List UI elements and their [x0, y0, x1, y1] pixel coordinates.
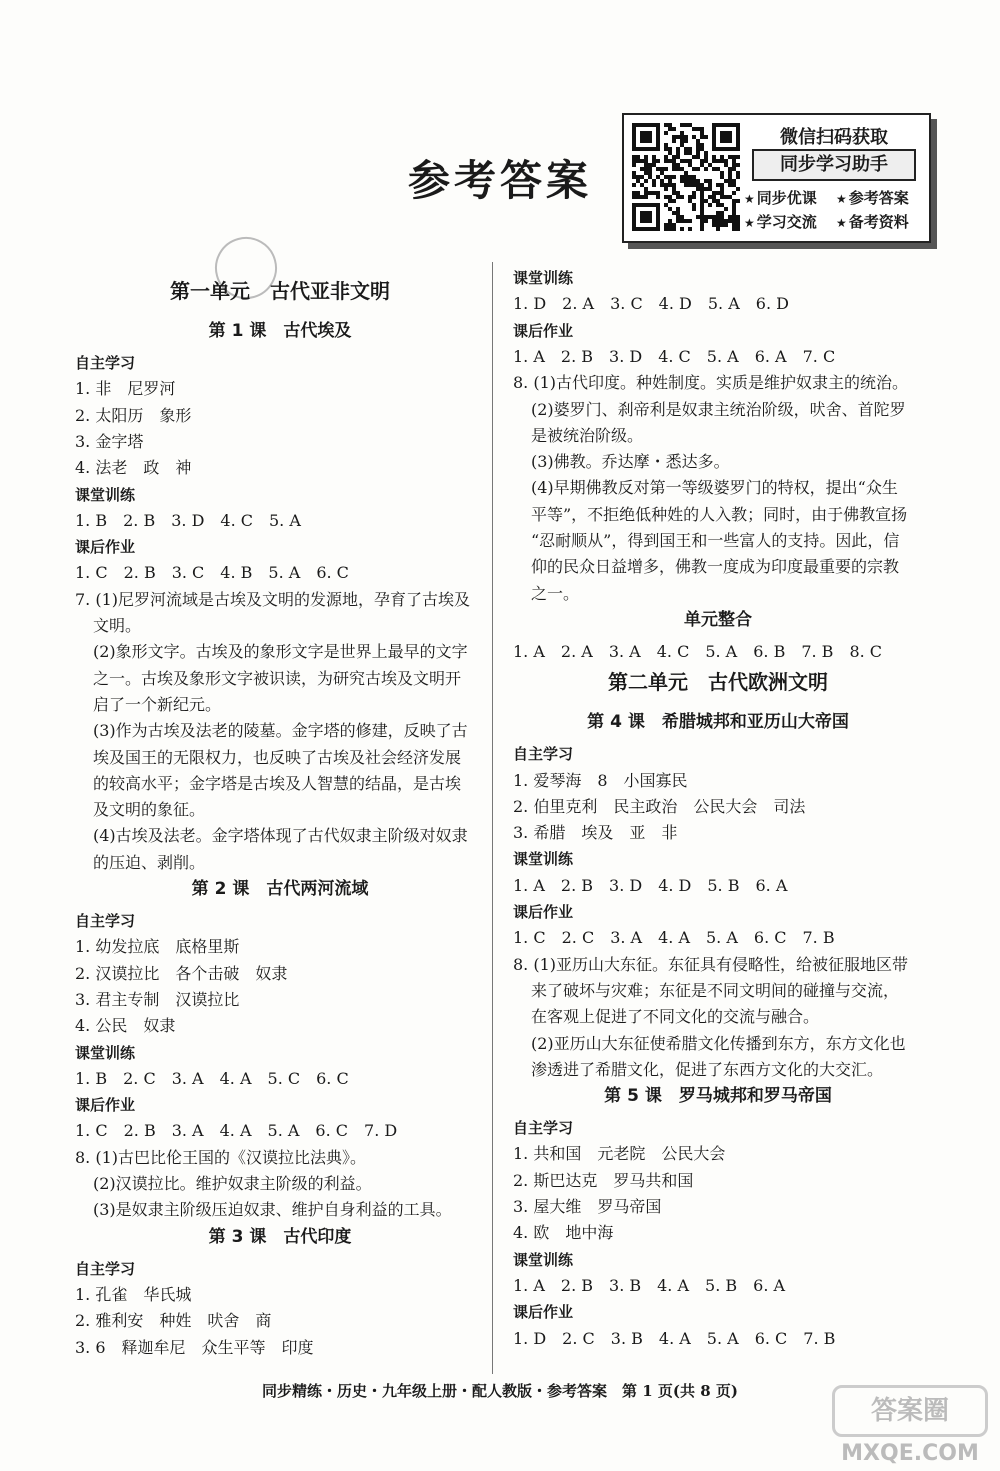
promo-feature-3: ★ 学习交流	[744, 213, 817, 231]
answer-line: 7. (1)尼罗河流域是古埃及文明的发源地，孕育了古埃及	[75, 589, 471, 609]
answer-line: (4)古埃及法老。金字塔体现了古代奴隶主阶级对奴隶	[93, 826, 468, 846]
promo-feature-4: ★ 备考资料	[836, 213, 909, 231]
answer-line: 渗透进了希腊文化，促进了东西方文化的大交汇。	[531, 1059, 884, 1079]
lesson-heading: 第 1 课 古代埃及	[208, 321, 352, 341]
answer-line: 在客观上促进了不同文化的交流与融合。	[531, 1007, 820, 1027]
promo-feature-2: ★ 参考答案	[836, 189, 909, 207]
answer-line: 8. (1)古巴比伦王国的《汉谟拉比法典》。	[75, 1147, 367, 1167]
answer-line: 1. A 2. B 3. D 4. C 5. A 6. A 7. C	[513, 346, 836, 366]
page-title: 参考答案	[407, 156, 592, 205]
section-label: 自主学习	[513, 1119, 574, 1138]
answer-line: 及文明的象征。	[93, 800, 206, 820]
answer-line: 2. 伯里克利 民主政治 公民大会 司法	[513, 796, 806, 816]
watermark-logo	[830, 1385, 990, 1465]
answer-line: 文明。	[93, 616, 142, 635]
answer-line: 1. B 2. C 3. A 4. A 5. C 6. C	[75, 1068, 349, 1088]
answer-line: 的较高水平；金字塔是古埃及人智慧的结晶，是古埃	[93, 773, 462, 793]
answer-line: 1. 爱琴海 8 小国寡民	[513, 770, 688, 790]
lesson-heading: 单元整合	[684, 609, 752, 630]
answer-line: 1. 孔雀 华氏城	[75, 1284, 192, 1304]
column-divider	[492, 262, 493, 1374]
answer-line: (2)亚历山大东征使希腊文化传播到东方，东方文化也	[531, 1033, 906, 1053]
answer-line: 1. C 2. B 3. A 4. A 5. A 6. C 7. D	[75, 1121, 398, 1141]
answer-line: 1. 幼发拉底 底格里斯	[75, 937, 240, 957]
answer-line: 之一。	[531, 583, 580, 603]
star-icon: ★	[744, 192, 755, 206]
answer-line: 1. 非 尼罗河	[75, 379, 176, 399]
answer-line: 3. 希腊 埃及 亚 非	[513, 823, 678, 843]
answer-line: 1. 共和国 元老院 公民大会	[513, 1144, 726, 1164]
answer-line: 3. 屋大维 罗马帝国	[513, 1197, 662, 1216]
section-label: 课堂训练	[513, 1250, 574, 1269]
answer-line: 之一。古埃及象形文字被识读，为研究古埃及文明开	[93, 668, 462, 688]
answer-line: 启了一个新纪元。	[93, 694, 222, 714]
answer-line: 埃及国王的无限权力，也反映了古埃及社会经济发展	[93, 747, 462, 767]
section-label: 课后作业	[513, 903, 574, 921]
section-label: 课堂训练	[513, 850, 574, 869]
answer-line: 1. A 2. B 3. B 4. A 5. B 6. A	[513, 1275, 786, 1295]
page-footer: 同步精练・历史・九年级上册・配人教版・参考答案 第 1 页(共 8 页)	[262, 1382, 738, 1400]
answer-line: 4. 公民 奴隶	[75, 1016, 176, 1036]
answer-line: 1. C 2. C 3. A 4. A 5. A 6. C 7. B	[513, 928, 835, 948]
watermark-url: MXQE.COM	[841, 1441, 979, 1466]
lesson-heading: 第 3 课 古代印度	[208, 1226, 352, 1247]
answer-line: 8. (1)亚历山大东征。东征具有侵略性，给被征服地区带	[513, 954, 909, 974]
answer-line: 2. 汉谟拉比 各个击破 奴隶	[75, 963, 288, 983]
watermark-logo-text: 答案圈	[832, 1385, 988, 1437]
answer-line: 平等”，不拒绝低种姓的人入教；同时，由于佛教宣扬	[531, 504, 908, 524]
section-label: 自主学习	[75, 912, 136, 930]
section-label: 自主学习	[75, 354, 136, 372]
section-label: 课堂训练	[75, 1043, 136, 1062]
answer-line: 2. 斯巴达克 罗马共和国	[513, 1170, 694, 1190]
section-label: 自主学习	[75, 1259, 136, 1278]
answer-line: 1. D 2. A 3. C 4. D 5. A 6. D	[513, 294, 789, 314]
section-label: 课后作业	[75, 1096, 136, 1115]
answer-line: 4. 欧 地中海	[513, 1223, 614, 1243]
answer-line: 2. 太阳历 象形	[75, 405, 192, 425]
answer-line: 2. 雅利安 种姓 吠舍 商	[75, 1311, 272, 1331]
section-label: 课后作业	[75, 538, 136, 557]
answer-line: 来了破坏与灾难；东征是不同文明间的碰撞与交流，	[531, 980, 900, 1000]
unit-heading: 第二单元 古代欧洲文明	[608, 670, 828, 695]
promo-assistant-label: 同步学习助手	[752, 149, 916, 181]
answer-line: 1. D 2. C 3. B 4. A 5. A 6. C 7. B	[513, 1328, 836, 1348]
section-label: 课堂训练	[75, 485, 136, 504]
unit-heading: 第一单元 古代亚非文明	[170, 279, 390, 303]
qr-promo-box	[622, 113, 931, 243]
answer-line: 8. (1)古代印度。种姓制度。实质是维护奴隶主的统治。	[513, 373, 909, 393]
lesson-heading: 第 2 课 古代两河流域	[191, 879, 369, 899]
answer-line: (2)象形文字。古埃及的象形文字是世界上最早的文字	[93, 642, 468, 662]
promo-scan-text: 微信扫码获取	[780, 127, 888, 148]
answer-line: (3)是奴隶主阶级压迫奴隶、维护自身利益的工具。	[93, 1200, 452, 1220]
qr-code-icon[interactable]	[632, 123, 740, 231]
answer-line: 1. C 2. B 3. C 4. B 5. A 6. C	[75, 563, 349, 583]
star-icon: ★	[744, 216, 755, 230]
lesson-heading: 第 5 课 罗马城邦和罗马帝国	[604, 1086, 832, 1107]
section-label: 课后作业	[513, 321, 574, 340]
answer-line: 1. A 2. A 3. A 4. C 5. A 6. B 7. B 8. C	[513, 641, 883, 661]
answer-line: 1. A 2. B 3. D 4. D 5. B 6. A	[513, 875, 788, 895]
promo-feature-1: ★ 同步优课	[744, 189, 817, 207]
answer-line: 1. B 2. B 3. D 4. C 5. A	[75, 510, 301, 530]
answer-line: 3. 金字塔	[75, 431, 144, 451]
answer-line: 3. 6 释迦牟尼 众生平等 印度	[75, 1337, 314, 1357]
answer-line: (2)汉谟拉比。维护奴隶主阶级的利益。	[93, 1174, 372, 1193]
section-label: 课堂训练	[513, 269, 574, 287]
answer-line: (3)佛教。乔达摩・悉达多。	[531, 452, 730, 472]
answer-line: 是被统治阶级。	[531, 425, 644, 445]
answer-line: 仰的民众日益增多，佛教一度成为印度最重要的宗教	[531, 557, 900, 577]
answer-line: 4. 法老 政 神	[75, 458, 192, 478]
answer-line: (3)作为古埃及法老的陵墓。金字塔的修建，反映了古	[93, 721, 468, 741]
answer-line: (4)早期佛教反对第一等级婆罗门的特权，提出“众生	[531, 478, 898, 498]
answer-line: “忍耐顺从”，得到国王和一些富人的支持。因此，信	[531, 531, 900, 550]
answer-line: (2)婆罗门、刹帝利是奴隶主统治阶级，吠舍、首陀罗	[531, 399, 906, 419]
answer-line: 3. 君主专制 汉谟拉比	[75, 989, 240, 1009]
section-label: 自主学习	[513, 745, 574, 764]
star-icon: ★	[836, 192, 847, 206]
lesson-heading: 第 4 课 希腊城邦和亚历山大帝国	[587, 712, 849, 733]
star-icon: ★	[836, 216, 847, 230]
answer-line: 的压迫、剥削。	[93, 852, 206, 872]
section-label: 课后作业	[513, 1303, 574, 1322]
